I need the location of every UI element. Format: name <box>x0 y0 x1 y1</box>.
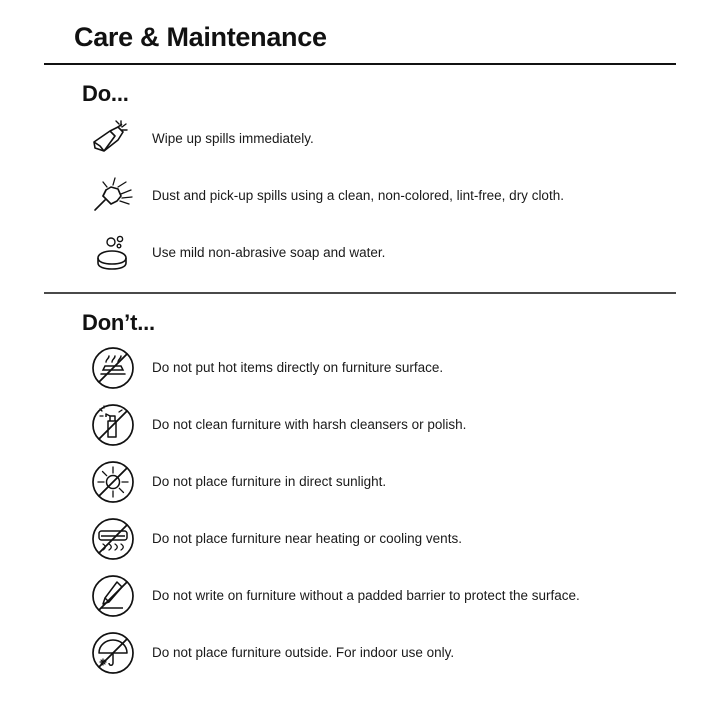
list-item-text: Do not put hot items directly on furniture surface. <box>152 359 444 375</box>
list-item <box>44 454 676 511</box>
list-item-text: Dust and pick-up spills using a clean, non-colored, lint-free, dry cloth. <box>152 188 564 204</box>
no-writing-icon <box>78 571 148 621</box>
list-item <box>44 340 676 397</box>
no-hvac-vent-icon <box>78 514 148 564</box>
do-list <box>44 111 676 282</box>
no-outdoor-use-icon <box>78 628 148 678</box>
list-item-text: Use mild non-abrasive soap and water. <box>152 245 386 261</box>
list-item <box>44 568 676 625</box>
section-heading-do: Do... <box>82 81 129 106</box>
list-item-text: Do not place furniture outside. For indoor use only. <box>152 644 455 660</box>
list-item <box>44 625 676 682</box>
dont-list <box>44 340 676 682</box>
list-item <box>44 225 676 282</box>
list-item <box>44 168 676 225</box>
section-divider <box>44 292 676 294</box>
list-item <box>44 511 676 568</box>
no-direct-sunlight-icon <box>78 457 148 507</box>
list-item-text: Do not write on furniture without a padded barrier to protect the surface. <box>152 587 580 603</box>
page-title: Care & Maintenance <box>74 22 327 52</box>
list-item <box>44 111 676 168</box>
list-item-text: Do not place furniture in direct sunlight. <box>152 473 387 489</box>
soap-bar-icon <box>78 228 148 280</box>
list-item <box>44 397 676 454</box>
no-hot-items-icon <box>78 343 148 393</box>
cleaning-cloth-icon <box>78 114 148 166</box>
list-item-text: Wipe up spills immediately. <box>152 131 314 147</box>
list-item-text: Do not clean furniture with harsh cleansers or polish. <box>152 416 467 432</box>
duster-icon <box>78 171 148 223</box>
no-spray-cleanser-icon <box>78 400 148 450</box>
list-item-text: Do not place furniture near heating or cooling vents. <box>152 530 462 546</box>
section-heading-dont: Don’t... <box>82 309 155 335</box>
title-divider <box>44 63 676 65</box>
